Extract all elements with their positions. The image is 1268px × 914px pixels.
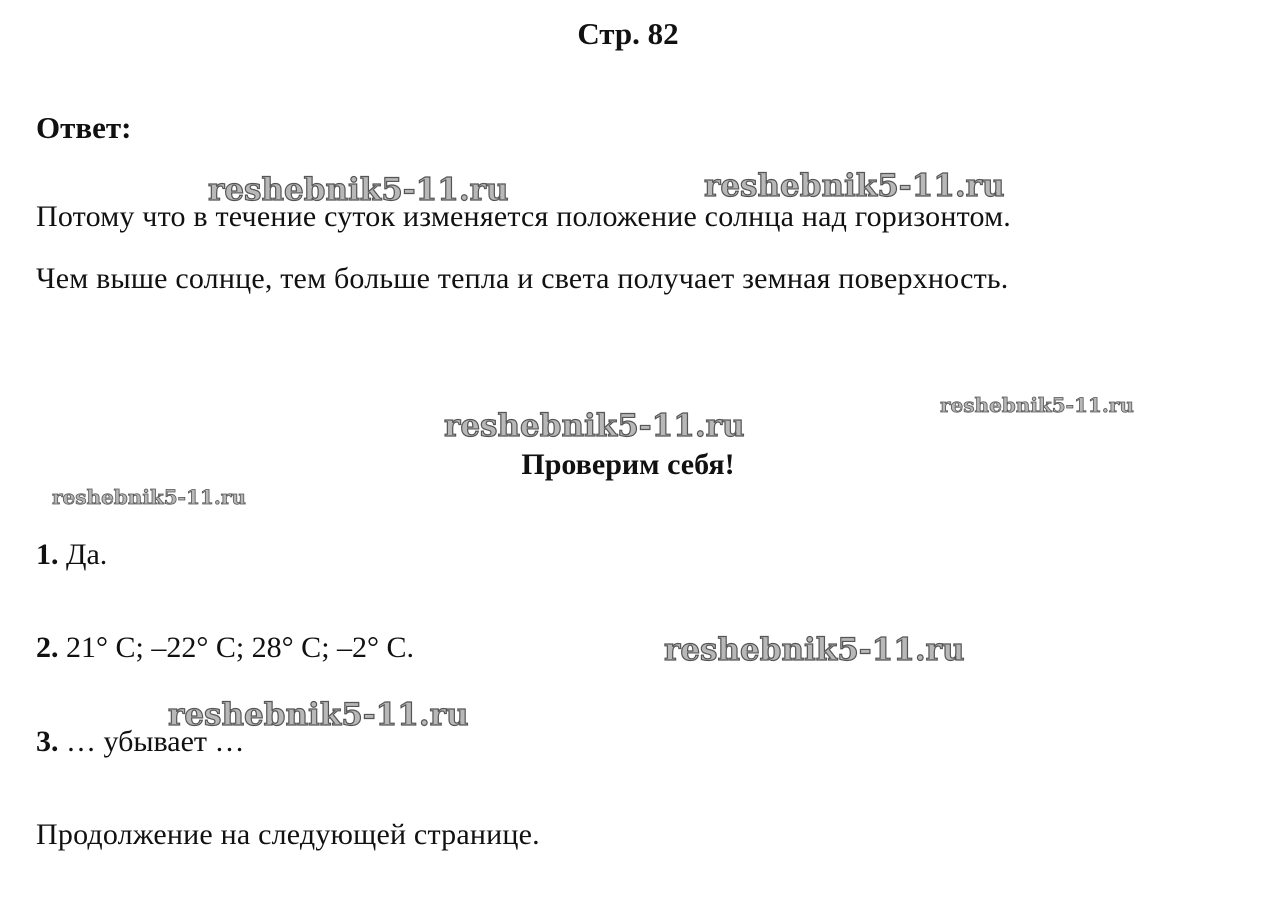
item-number: 2. (36, 631, 59, 664)
watermark: reshebnik5-11.ru (52, 485, 246, 509)
item-text: Да. (58, 538, 108, 571)
continuation-note: Продолжение на следующей странице. (36, 818, 540, 851)
self-check-item-2 (36, 631, 414, 665)
watermark: reshebnik5-11.ru (940, 393, 1134, 417)
answer-paragraph-1: Потому что в течение суток изменяется положение солнца над горизонтом. (36, 200, 1011, 233)
answer-heading: Ответ: (36, 110, 132, 145)
item-text: 21° С; –22° С; 28° С; –2° С. (58, 631, 415, 664)
watermark: reshebnik5-11.ru (168, 697, 469, 733)
self-check-title (0, 448, 1256, 482)
self-check-item-1 (36, 538, 107, 572)
self-check-title-text: Проверим себя! (521, 448, 735, 481)
item-number: 3. (36, 725, 59, 758)
page-title: Стр. 82 (577, 16, 679, 51)
answer-paragraph-2: Чем выше солнце, тем больше тепла и света получает земная поверхность. (36, 262, 1009, 295)
item-text: … убывает … (58, 725, 245, 758)
watermark: reshebnik5-11.ru (444, 408, 745, 444)
watermark: reshebnik5-11.ru (664, 632, 965, 668)
item-number: 1. (36, 538, 59, 571)
watermark: reshebnik5-11.ru (704, 168, 1005, 204)
self-check-item-3 (36, 725, 245, 759)
watermark: reshebnik5-11.ru (208, 172, 509, 208)
